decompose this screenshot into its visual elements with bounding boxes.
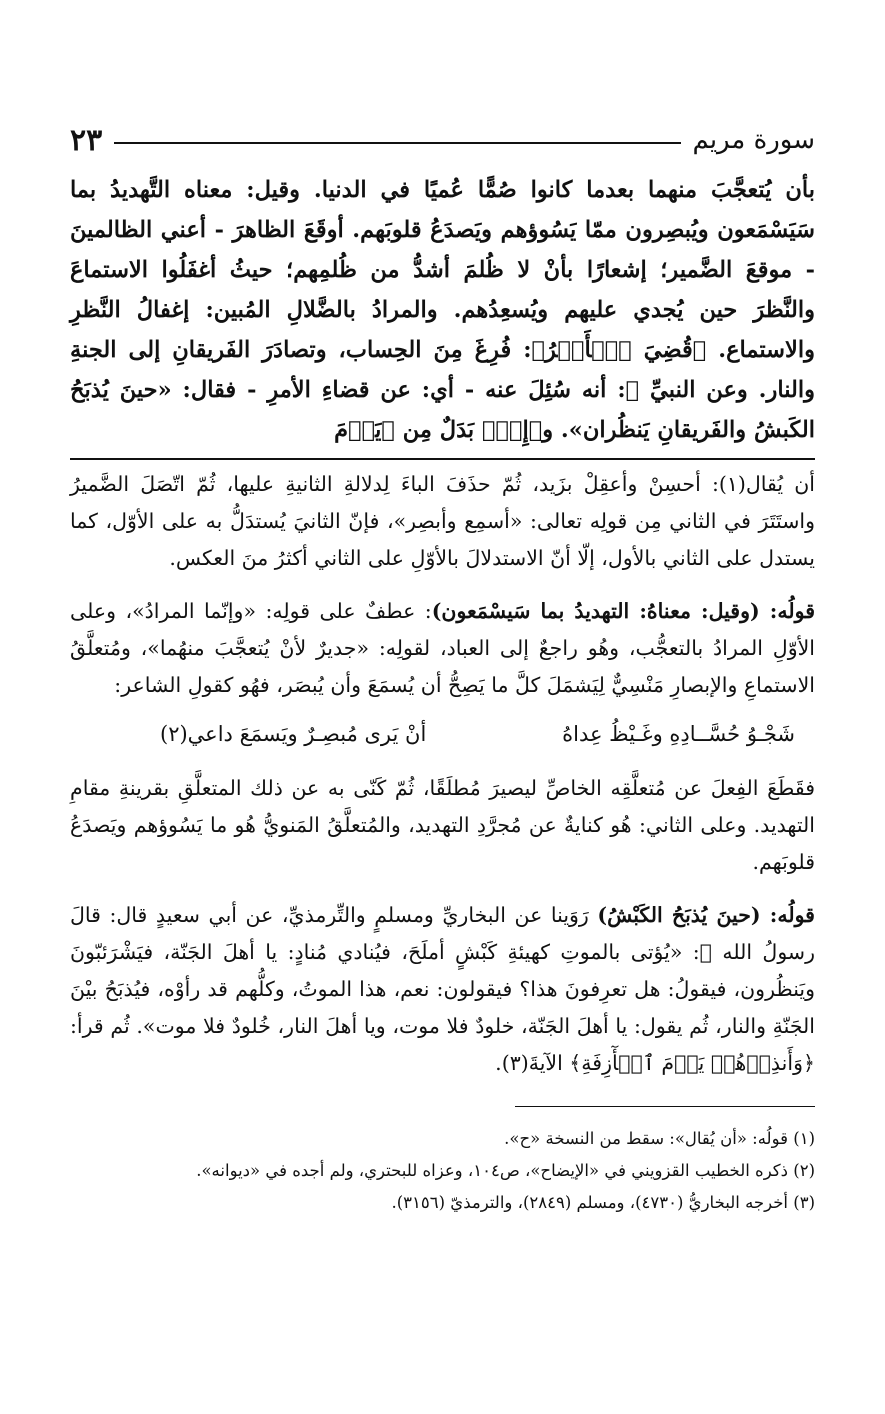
commentary-text: : عطفٌ على قولِه: «وإنّما المرادُ»، وعلى الأوّلِ المرادُ بالتعجُّب، وهُو راجعٌ إلى العباد، لقولِه: «جديرٌ لأنْ يُتعجَّبَ منهُما»، ومُتعلَّقُ الاستماعِ والإبصارِ مَنْسِيٌّ لِيَشمَلَ كلَّ ما يَصِحُّ أن يُسمَعَ وأن يُبصَر، فهُو كقولِ الشاعر:	[70, 599, 815, 697]
commentary-paragraph-2	[70, 593, 815, 704]
footnote-1: (١) قولُه: «أن يُقال»: سقط من النسخة «ح».	[504, 1129, 815, 1148]
footnote-divider	[515, 1106, 815, 1107]
commentary-label: قولُه: (وقيل: معناهُ: التهديدُ بما سَيسْمَعون)	[431, 599, 815, 623]
commentary-paragraph-4	[70, 897, 815, 1082]
page-number: ٢٣	[70, 122, 103, 158]
page	[70, 118, 815, 1219]
commentary-label: قولُه: (حينَ يُذبَحُ الكَبْشُ)	[597, 903, 815, 927]
verse-second-hemistich: أنْ يَرى مُبصِـرٌ ويَسمَعَ داعي(٢)	[160, 722, 427, 746]
commentary-text: رَوَينا عن البخاريِّ ومسلمٍ والتِّرمذيِّ، عن أبي سعيدٍ قال: قالَ رسولُ الله ﷺ: «يُؤتى بالموتِ كهيئةِ كَبْشٍ أملَحَ، فيُنادي مُنادٍ: يا أهلَ الجَنّة، فيَشْرَئبّونَ ويَنظُرون، فيقولُ: هل تعرِفونَ هذا؟ فيقولون: نعم، هذا الموتُ، وكلُّهم قد رأوْه، فيُذبَحُ بيْنَ الجَنّةِ والنار، ثُم يقول: يا أهلَ الجَنّة، خلودٌ فلا موت، ويا أهلَ النار، خُلودٌ فلا موت». ثُم قرأ: ﴿وَأَنذِرۡهُمۡ يَوۡمَ ٱلۡأٓزِفَةِ﴾ الآيةَ(٣).	[70, 903, 815, 1075]
poetry-verse	[70, 714, 815, 754]
verse-first-hemistich: شَجْـوُ حُسَّــادِهِ وغَـيْظُ عِداهُ	[562, 722, 795, 746]
running-header	[70, 118, 815, 162]
commentary-paragraph-3: فقَطَعَ الفِعلَ عن مُتعلَّقِه الخاصِّ ليصيرَ مُطلَقًا، ثُمّ كَنّى به عن ذلك المتعلَّقِ بقرينةِ مقامِ التهديد. وعلى الثاني: هُو كنايةٌ عن مُجرَّدِ التهديد، والمُتعلَّقُ المَنويُّ هُو ما يَسُوؤهم ويَصدَعُ قلوبَهم.	[70, 776, 815, 874]
surah-title: سورة مريم	[692, 125, 815, 155]
footnote-2: (٢) ذكره الخطيب القزويني في «الإيضاح»، ص١٠٤، وعزاه للبحتري، ولم أجده في «ديوانه».	[196, 1161, 815, 1180]
header-rule	[114, 142, 680, 144]
commentary-paragraph-1: أن يُقال(١): أحسِنْ وأعقِلْ بزَيد، ثُمّ حذَفَ الباءَ لِدلالةِ الثانيةِ عليها، ثُمّ اتّصَلَ الضَّميرُ واستَتَرَ في الثاني مِن قولِه تعالى: «أسمِع وأبصِر»، فإنّ الثانيَ يُستدَلُّ به على الأوّل، كما يستدل على الثاني بالأول، إلّا أنّ الاستدلالَ بالأوّلِ على الثاني أكثرُ منَ العكس.	[70, 472, 816, 570]
section-divider	[70, 458, 815, 460]
footnote-3: (٣) أخرجه البخاريُّ (٤٧٣٠)، ومسلم (٢٨٤٩)، والترمذيّ (٣١٥٦).	[391, 1193, 815, 1212]
main-text: بأن يُتعجَّبَ منهما بعدما كانوا صُمًّا عُميًا في الدنيا. وقيل: معناه التَّهديدُ بما سَيَسْمَعون ويُبصِرون ممّا يَسُوؤهم ويَصدَعُ قلوبَهم. أوقَعَ الظاهرَ - أعني الظالمينَ - موقعَ الضَّمير؛ إشعارًا بأنْ لا ظُلمَ أشدُّ من ظُلمِهم؛ حيثُ أغفَلُوا الاستماعَ والنَّظرَ حين يُجدي عليهم ويُسعِدُهم. والمرادُ بالضَّلالِ المُبين: إغفالُ النَّظرِ والاستماع. ﴿قُضِيَ ٱلۡأَمۡرُ﴾: فُرِغَ مِنَ الحِساب، وتصادَرَ الفَريقانِ إلى الجنةِ والنار. وعن النبيِّ ﷺ: أنه سُئِلَ عنه - أي: عن قضاءِ الأمرِ - فقال: «حينَ يُذبَحُ الكَبشُ والفَريقانِ يَنظُران». و﴿إِذۡ﴾ بَدَلٌ مِن ﴿يَوۡمَ	[70, 177, 815, 443]
